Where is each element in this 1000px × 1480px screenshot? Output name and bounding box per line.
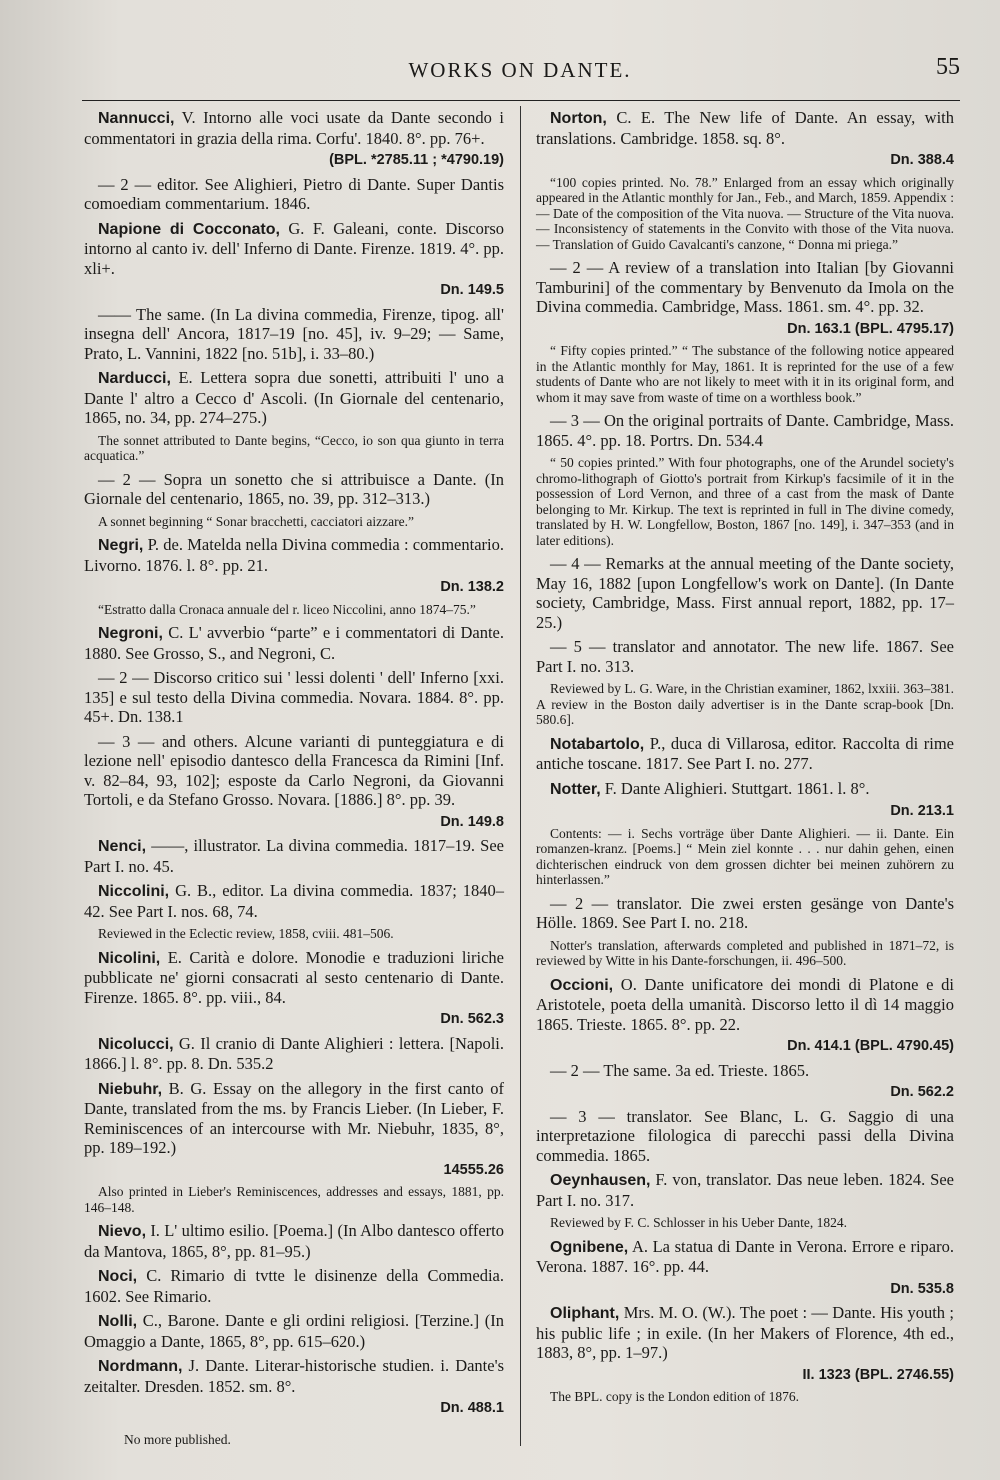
entry-note: Reviewed in the Eclectic review, 1858, cviii. 481–506. xyxy=(98,926,394,941)
page-number: 55 xyxy=(936,54,960,80)
catalogue-entry xyxy=(536,554,954,632)
catalogue-entry xyxy=(536,1303,954,1363)
catalogue-entry xyxy=(84,668,504,727)
entry-text: — 2 — Discorso critico sui ' lessi dolenti ' dell' Inferno [xxi. 135] e sul testo della Divina commedia. Novara. 1884. 8°. pp. 45+. Dn. 138.1 xyxy=(84,668,504,726)
entry-text: F. Dante Alighieri. Stuttgart. 1861. l. 8°. xyxy=(600,778,870,798)
entry-heading-name: Narducci, xyxy=(98,370,171,387)
entry-heading-name: Negri, xyxy=(98,537,144,554)
entry-heading-name: Notter, xyxy=(550,780,601,798)
call-number: Dn. 535.8 xyxy=(890,1280,954,1297)
entry-text: — 3 — translator. See Blanc, L. G. Saggio di una interpretazione filologica di parecchi passi della Divina commedia. 1865. xyxy=(536,1106,954,1165)
left-column xyxy=(84,108,504,1423)
catalogue-entry xyxy=(84,470,504,509)
entry-note: Reviewed by F. C. Schlosser in his Ueber Dante, 1824. xyxy=(550,1215,847,1230)
catalogue-entry xyxy=(84,1034,504,1074)
call-number: Dn. 213.1 xyxy=(890,803,954,819)
entry-text: —— The same. (In La divina commedia, Firenze, tipog. all' insegna dell' Ancora, 1817–19 [no. 45], iv. 9–29; — Same, Prato, L. Vannini, 1822 [no. 51b], i. 33–80.) xyxy=(84,304,504,363)
entry-heading-name: Nenci, xyxy=(98,838,147,855)
catalogue-entry xyxy=(536,975,954,1035)
call-number: (BPL. *2785.11 ; *4790.19) xyxy=(329,152,504,168)
call-number: Dn. 562.3 xyxy=(440,1011,504,1027)
entry-text: Mrs. M. O. (W.). The poet : — Dante. His youth ; his public life ; in exile. (In her Makers of Florence, 4th ed., 1883, 8°, pp. 1–97.) xyxy=(536,1303,954,1362)
catalogue-entry xyxy=(536,1061,954,1081)
entry-text: J. Dante. Literar-historische studien. i. Dante's zeitalter. Dresden. 1852. sm. 8°. xyxy=(84,1356,504,1396)
catalogue-entry xyxy=(536,1237,954,1277)
entry-heading-name: Nicolini, xyxy=(98,949,161,967)
entry-note: The sonnet attributed to Dante begins, “Cecco, io son qua giunto in terra acquatica.” xyxy=(84,432,504,463)
entry-text: — 3 — and others. Alcune varianti di punteggiatura e di lezione nell' episodio dantesco della Francesca da Rimini [Inf. v. 82–84, 93, 102]; esposte da Carlo Negroni, da Giovanni Tortoli, e da Stefano Grosso. Novara. [1886.] 8°. pp. 39. xyxy=(84,731,504,809)
catalogue-entry xyxy=(536,108,954,148)
entry-text: I. L' ultimo esilio. [Poema.] (In Albo dantesco offerto da Mantova, 1865, 8°, pp. 81–95.) xyxy=(84,1221,504,1261)
entry-note: Also printed in Lieber's Reminiscences, addresses and essays, 1881, pp. 146–148. xyxy=(84,1184,504,1215)
page-title: WORKS ON DANTE. xyxy=(408,58,632,82)
entry-heading-name: Niccolini, xyxy=(98,883,170,900)
catalogue-entry xyxy=(84,219,504,279)
catalogue-entry xyxy=(536,411,954,450)
entry-heading-name: Nannucci, xyxy=(98,110,175,127)
catalogue-entry xyxy=(536,894,954,933)
entry-text: G. B., editor. La divina commedia. 1837; 1840–42. See Part I. nos. 68, 74. xyxy=(84,881,504,921)
entry-heading-name: Nievo, xyxy=(98,1223,147,1240)
call-number: Dn. 149.8 xyxy=(440,813,504,830)
entry-heading-name: Oliphant, xyxy=(550,1305,620,1322)
running-header xyxy=(80,54,960,98)
catalogue-entry xyxy=(84,1079,504,1158)
entry-note: “ 50 copies printed.” With four photographs, one of the Arundel society's chromo-lithograph of Giotto's portrait from Kirkup's facsimile of it in the possession of Lord Vernon, and three of a cast from the mask of Dante belonging to Mr. Kirkup. The text is reprinted in full in The divine comedy, translated by H. W. Longfellow, Boston, 1867 [no. 149], i. 347–353 (and in later editions). xyxy=(536,455,954,548)
catalogue-entry xyxy=(84,1221,504,1261)
entry-heading-name: Notabartolo, xyxy=(550,735,645,753)
entry-text: ——, illustrator. La divina commedia. 1817–19. See Part I. no. 45. xyxy=(84,836,504,876)
catalogue-entry xyxy=(84,1266,504,1306)
catalogue-entry xyxy=(84,732,504,810)
entry-heading-name: Occioni, xyxy=(550,976,614,994)
entry-text: E. Lettera sopra due sonetti, attribuiti l' uno a Dante l' altro a Cecco d' Ascoli. (In Giornale del centenario, 1865, no. 34, pp. 274–275.) xyxy=(84,368,504,427)
catalogue-entry xyxy=(536,1170,954,1210)
entry-note: Reviewed by L. G. Ware, in the Christian examiner, 1862, lxxiii. 363–381. A review in the Boston daily advertiser is in the Dante scrap-book [Dn. 580.6]. xyxy=(536,681,954,727)
right-column xyxy=(536,108,954,1411)
call-number: II. 1323 (BPL. 2746.55) xyxy=(802,1366,954,1383)
entry-text: E. Carità e dolore. Monodie e traduzioni liriche pubblicate ne' giorni consacrati al sesto centenario di Dante. Firenze. 1865. 8°. pp. viii., 84. xyxy=(84,947,504,1007)
entry-heading-name: Nicolucci, xyxy=(98,1035,174,1053)
entry-text: — 2 — editor. See Alighieri, Pietro di Dante. Super Dantis comoediam commentarium. 1846. xyxy=(84,174,504,213)
catalogue-entry xyxy=(84,108,504,148)
catalogue-entry xyxy=(84,623,504,663)
call-number: Dn. 414.1 (BPL. 4790.45) xyxy=(787,1038,954,1054)
column-divider xyxy=(520,106,521,1446)
entry-heading-name: Nordmann, xyxy=(98,1358,183,1375)
catalogue-entry xyxy=(84,305,504,364)
entry-heading-name: Oeynhausen, xyxy=(550,1172,651,1189)
catalogue-entry xyxy=(536,734,954,774)
entry-text: — 4 — Remarks at the annual meeting of the Dante society, May 16, 1882 [upon Longfellow's work on Dante]. (In Dante society, Cambridge, Mass. First annual report, 1882, pp. 17–25.) xyxy=(536,554,954,632)
entry-heading-name: Negroni, xyxy=(98,625,163,642)
entry-heading-name: Noci, xyxy=(98,1268,138,1285)
entry-note: A sonnet beginning “ Sonar bracchetti, cacciatori aizzare.” xyxy=(98,513,414,529)
entry-note: “ Fifty copies printed.” “ The substance of the following notice appeared in the Atlantic monthly for May, 1861. It is reprinted for the use of a few students of Dante who are not likely to meet with it in its original form, and whom it may save from waste of time on a worthless book.” xyxy=(536,343,954,405)
call-number: 14555.26 xyxy=(443,1161,504,1178)
entry-note: “100 copies printed. No. 78.” Enlarged from an essay which originally appeared in the Atlantic monthly for Jan., Feb., and March, 1859. Appendix : — Date of the composition of the Vita nuova. — Structure of the Vita nuova. — Inconsistency of statements in the Convito with those of the Vita nuova. — Translation of Guido Cavalcanti's canzone, “ Donna mi priega.” xyxy=(536,174,954,252)
entry-text: — 2 — Sopra un sonetto che si attribuisce a Dante. (In Giornale del centenario, 1865, no. 39, pp. 312–313.) xyxy=(84,469,504,508)
footer-note: No more published. xyxy=(124,1432,231,1447)
entry-text: A. La statua di Dante in Verona. Errore e riparo. Verona. 1887. 16°. pp. 44. xyxy=(536,1236,954,1276)
call-number: Dn. 488.1 xyxy=(440,1400,504,1416)
call-number: Dn. 388.4 xyxy=(890,152,954,168)
catalogue-entry xyxy=(84,175,504,214)
entry-text: F. von, translator. Das neue leben. 1824. See Part I. no. 317. xyxy=(536,1170,954,1210)
catalogue-entry xyxy=(84,368,504,428)
catalogue-entry xyxy=(84,948,504,1008)
entry-note: The BPL. copy is the London edition of 1876. xyxy=(550,1389,799,1404)
entry-heading-name: Niebuhr, xyxy=(98,1080,163,1098)
header-rule xyxy=(82,100,960,101)
entry-text: O. Dante unificatore dei mondi di Platone e di Aristotele, poeta della umanità. Discorso letto il dì 14 maggio 1865. Trieste. 1865. 8°. pp. 22. xyxy=(536,974,954,1034)
entry-text: V. Intorno alle voci usate da Dante secondo i commentatori in grazia della rima. Corfu'. 1840. 8°. pp. 76+. xyxy=(84,108,504,148)
entry-text: — 3 — On the original portraits of Dante. Cambridge, Mass. 1865. 4°. pp. 18. Portrs. Dn. 534.4 xyxy=(536,411,954,450)
entry-text: B. G. Essay on the allegory in the first canto of Dante, translated from the ms. by Francis Lieber. (In Lieber, F. Reminiscences of an intercourse with Mr. Niebuhr, 1835, 8°, pp. 189–192.) xyxy=(84,1078,504,1157)
entry-heading-name: Ognibene, xyxy=(550,1238,629,1256)
call-number: Dn. 562.2 xyxy=(890,1084,954,1100)
entry-heading-name: Nolli, xyxy=(98,1313,138,1330)
catalogue-entry xyxy=(84,836,504,876)
catalogue-entry xyxy=(536,637,954,676)
entry-text: — 2 — A review of a translation into Italian [by Giovanni Tamburini] of the commentary by Benvenuto da Imola on the Divina commedia. Cambridge, Mass. 1861. sm. 4°. pp. 32. xyxy=(536,258,954,316)
entry-text: C. E. The New life of Dante. An essay, with translations. Cambridge. 1858. sq. 8°. xyxy=(536,108,954,148)
catalogue-entry xyxy=(536,258,954,317)
entry-text: — 2 — The same. 3a ed. Trieste. 1865. xyxy=(550,1060,810,1080)
entry-text: G. F. Galeani, conte. Discorso intorno al canto iv. dell' Inferno di Dante. Firenze. 1819. 4°. pp. xli+. xyxy=(84,218,505,278)
entry-text: P., duca di Villarosa, editor. Raccolta di rime antiche toscane. 1817. See Part I. no. 277. xyxy=(536,733,954,773)
catalogue-entry xyxy=(84,1356,504,1396)
catalogue-entry xyxy=(536,1107,954,1166)
catalogue-entry xyxy=(536,779,954,800)
entry-note: “Estratto dalla Cronaca annuale del r. liceo Niccolini, anno 1874–75.” xyxy=(98,601,476,617)
catalogue-entry xyxy=(84,535,504,575)
entry-heading-name: Napione di Cocconato, xyxy=(98,220,280,238)
entry-text: C. L' avverbio “parte” e i commentatori di Dante. 1880. See Grosso, S., and Negroni, C. xyxy=(84,623,504,663)
entry-note: Contents: — i. Sechs vorträge über Dante Alighieri. — ii. Dante. Ein romanzen-kranz. [Poems.] “ Mein ziel konnte . . . nur dahin gehen, einen dichterischen eindruck von dem grossen dichter bei meinen zuhörern zu hinterlassen.” xyxy=(536,825,954,887)
entry-text: — 2 — translator. Die zwei ersten gesänge von Dante's Hölle. 1869. See Part I. no. 218. xyxy=(536,893,954,932)
entry-text: G. Il cranio di Dante Alighieri : lettera. [Napoli. 1866.] l. 8°. pp. 8. Dn. 535.2 xyxy=(84,1033,504,1073)
entry-text: C. Rimario di tvtte le disinenze della Commedia. 1602. See Rimario. xyxy=(84,1266,504,1306)
entry-heading-name: Norton, xyxy=(550,110,607,127)
entry-text: P. de. Matelda nella Divina commedia : commentario. Livorno. 1876. l. 8°. pp. 21. xyxy=(84,535,504,575)
call-number: Dn. 149.5 xyxy=(440,282,504,298)
entry-note: Notter's translation, afterwards completed and published in 1871–72, is reviewed by Witte in his Dante-forschungen, ii. 496–500. xyxy=(536,937,954,968)
call-number: Dn. 138.2 xyxy=(440,579,504,595)
catalogue-entry xyxy=(84,881,504,921)
call-number: Dn. 163.1 (BPL. 4795.17) xyxy=(787,320,954,337)
entry-text: — 5 — translator and annotator. The new life. 1867. See Part I. no. 313. xyxy=(536,637,954,676)
entry-text: C., Barone. Dante e gli ordini religiosi. [Terzine.] (In Omaggio a Dante, 1865, 8°, pp. 615–620.) xyxy=(84,1311,504,1351)
catalogue-entry xyxy=(84,1311,504,1351)
